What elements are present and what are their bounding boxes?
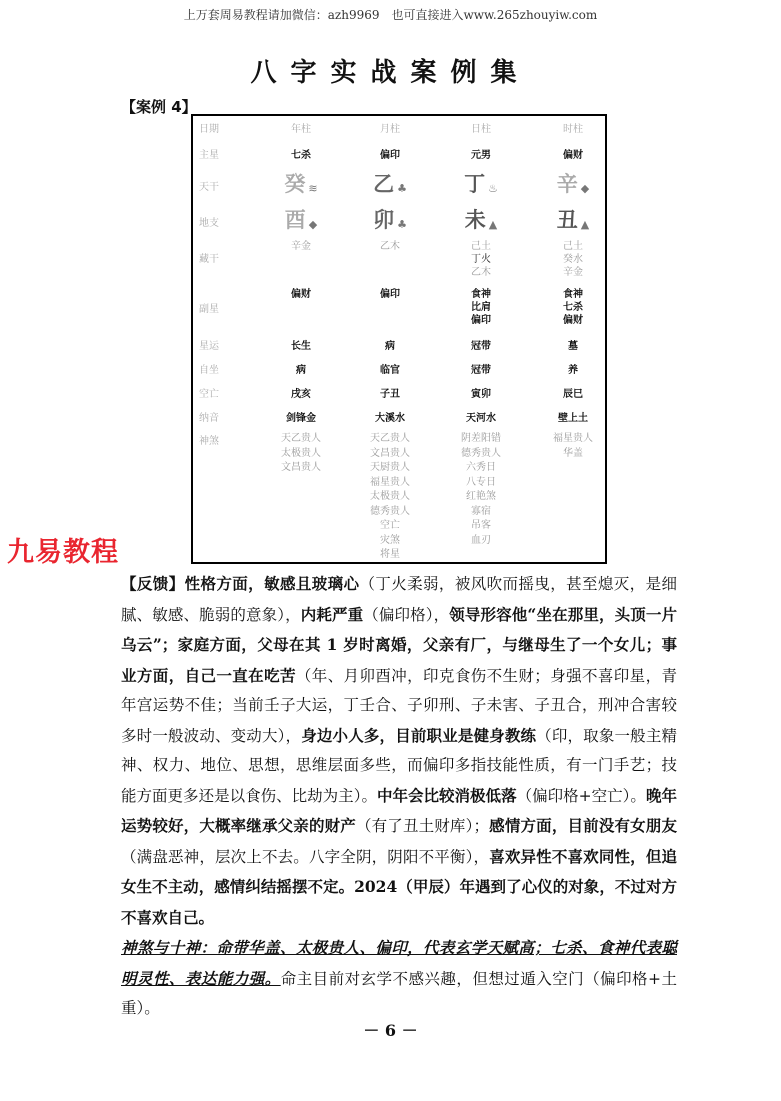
- branch-month: 卯 ♣: [373, 208, 407, 232]
- metal-icon: ◆: [580, 181, 590, 195]
- shensha-year: 天乙贵人 太极贵人 文昌贵人: [281, 433, 321, 473]
- summary-highlight: 神煞与十神：命带华盖、太极贵人、偏印，代表玄学天赋高；七杀、食神代表聪明灵性、表达能力强。: [121, 938, 677, 988]
- branch-hour: 丑 ▲: [556, 208, 590, 232]
- hidden-stem-month: 乙木: [380, 241, 400, 252]
- hidden-stem-hour: 己土 癸水 辛金: [563, 241, 583, 278]
- shensha-hour: 福星贵人 华盖: [553, 433, 593, 459]
- earth-icon: ▲: [488, 217, 498, 231]
- row-label: 自坐: [199, 365, 219, 376]
- sub-star-year: 偏财: [291, 289, 311, 300]
- metal-icon: ◆: [308, 217, 318, 231]
- void-hour: 辰巳: [563, 389, 583, 400]
- self-seat-day: 冠带: [471, 365, 491, 376]
- stem-year: 癸 ≋: [284, 172, 318, 196]
- main-star-month: 偏印: [380, 150, 400, 161]
- stem-hour: 辛 ◆: [556, 172, 590, 196]
- column-header-date: 日期: [199, 124, 219, 135]
- self-seat-month: 临官: [380, 365, 400, 376]
- water-icon: ≋: [308, 181, 318, 195]
- watermark-logo: 九易教程: [7, 537, 119, 568]
- hidden-stem-year: 辛金: [291, 241, 311, 252]
- stem-day: 丁 ♨: [464, 172, 498, 196]
- void-year: 戌亥: [291, 389, 311, 400]
- page-title: 八字实战案例集: [250, 58, 531, 88]
- page-header: 上万套周易教程请加微信：azh9969 也可直接进入www.265zhouyiw.com: [183, 8, 598, 22]
- row-label: 藏干: [199, 254, 219, 265]
- row-label: 副星: [199, 304, 219, 315]
- case-label: 【案例 4】: [121, 98, 197, 116]
- nayin-month: 大溪水: [375, 413, 405, 424]
- main-star-hour: 偏财: [563, 150, 583, 161]
- void-day: 寅卯: [471, 389, 491, 400]
- wood-icon: ♣: [397, 181, 407, 195]
- row-label: 星运: [199, 341, 219, 352]
- sub-star-day: 食神 比肩 偏印: [471, 289, 491, 326]
- earth-icon: ▲: [580, 217, 590, 231]
- column-header-hour: 时柱: [563, 124, 583, 135]
- nayin-hour: 壁上土: [558, 413, 588, 424]
- stem-month: 乙 ♣: [373, 172, 407, 196]
- star-luck-year: 长生: [291, 341, 311, 352]
- shensha-month: 天乙贵人 文昌贵人 天厨贵人 福星贵人 太极贵人 德秀贵人 空亡 灾煞 将星: [370, 433, 410, 560]
- row-label: 空亡: [199, 389, 219, 400]
- star-luck-day: 冠带: [471, 341, 491, 352]
- row-label: 主星: [199, 150, 219, 161]
- fire-icon: ♨: [488, 181, 498, 195]
- page-number: － 6 －: [363, 1021, 418, 1040]
- sub-star-hour: 食神 七杀 偏财: [563, 289, 583, 326]
- void-month: 子丑: [380, 389, 400, 400]
- wood-icon: ♣: [397, 217, 407, 231]
- shensha-day: 阴差阳错 德秀贵人 六秀日 八专日 红艳煞 寡宿 吊客 血刃: [461, 433, 501, 546]
- row-label: 地支: [199, 218, 219, 229]
- nayin-day: 天河水: [466, 413, 496, 424]
- nayin-year: 剑锋金: [286, 413, 316, 424]
- branch-day: 未 ▲: [464, 208, 498, 232]
- column-header-month: 月柱: [380, 124, 400, 135]
- row-label: 天干: [199, 182, 219, 193]
- hidden-stem-day: 己土 丁火 乙木: [471, 241, 491, 278]
- main-star-year: 七杀: [291, 150, 311, 161]
- self-seat-hour: 养: [568, 365, 578, 376]
- branch-year: 酉 ◆: [284, 208, 318, 232]
- column-header-year: 年柱: [291, 124, 311, 135]
- star-luck-month: 病: [385, 341, 395, 352]
- column-header-day: 日柱: [471, 124, 491, 135]
- row-label: 纳音: [199, 413, 219, 424]
- bazi-chart: [191, 114, 607, 564]
- row-label: 神煞: [199, 436, 219, 447]
- feedback-body: 【反馈】性格方面，敏感且玻璃心（丁火柔弱，被风吹而摇曳，甚至熄灭，是细腻、敏感、脆弱的意象），内耗严重（偏印格），领导形容他“坐在那里，头顶一片乌云”；家庭方面，父母在其 1 岁时离婚，父亲有厂，与继母生了一个女儿；事业方面，自己一直在吃苦（年、月卯酉冲，印克食伤不生财；身强不喜印星，青年宫运势不佳；当前壬子大运，丁壬合、子卯刑、子未害、子丑合，刑冲合害较多时一般波动、变动大），身边小人多，目前职业是健身教练（印，取象一般主精神、权力、地位、思想，思维层面多些，而偏印多指技能性质，有一门手艺；技能方面更多还是以食伤、比劫为主）。中年会比较消极低落（偏印格+空亡）。晚年运势较好，大概率继承父亲的财产（有了丑土财库）；感情方面，目前没有女朋友（满盘恶神，层次上不去。八字全阴，阴阳不平衡），喜欢异性不喜欢同性，但追女生不主动，感情纠结摇摆不定。2024（甲辰）年遇到了心仪的对象，不过对方不喜欢自己。 神煞与十神：命带华盖、太极贵人、偏印，代表玄学天赋高；七杀、食神代表聪明灵性、表达能力强。命主目前对玄学不感兴趣，但想过遁入空门（偏印格+土重）。: [121, 574, 677, 1017]
- main-star-day: 元男: [471, 150, 491, 161]
- sub-star-month: 偏印: [380, 289, 400, 300]
- self-seat-year: 病: [296, 365, 306, 376]
- star-luck-hour: 墓: [568, 341, 578, 352]
